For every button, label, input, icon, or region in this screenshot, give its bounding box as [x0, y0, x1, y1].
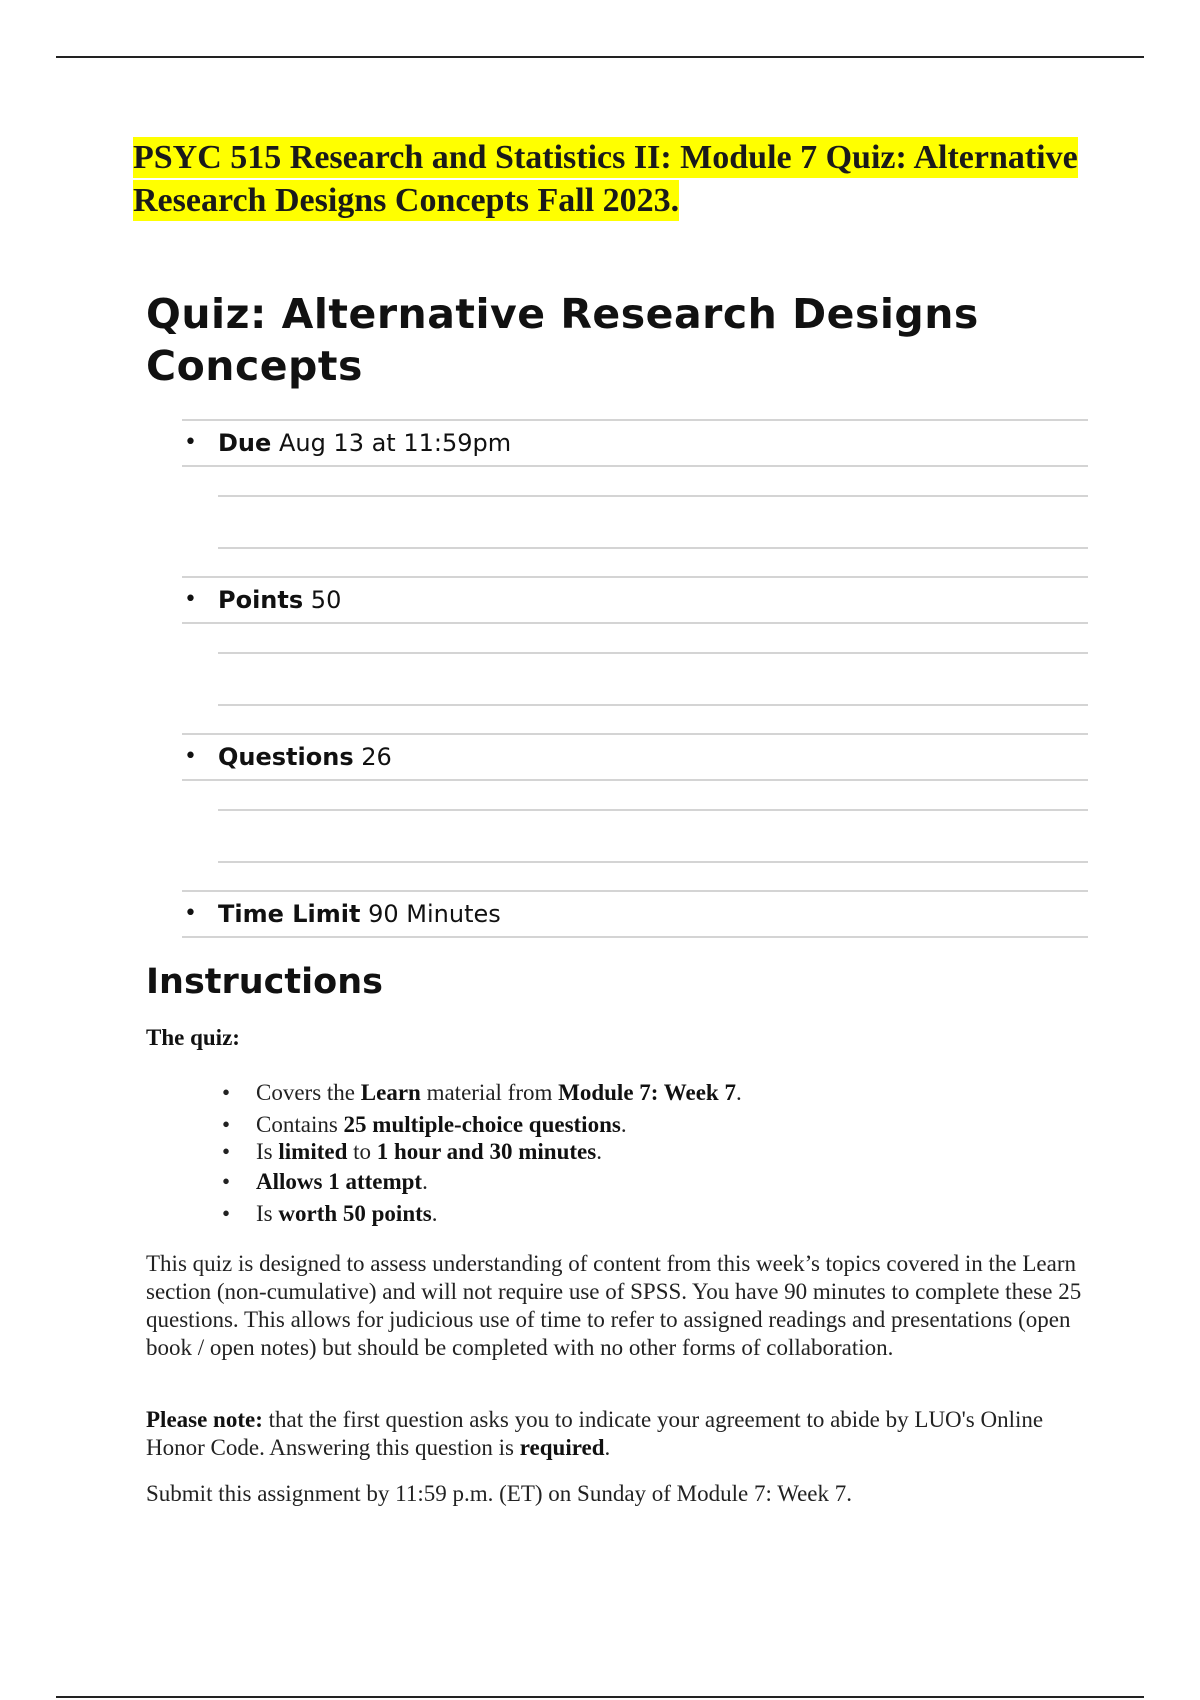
point-text: Is	[256, 1139, 279, 1164]
note-text: that the first question asks you to indicate your agreement to abide by LUO's Online Honor Code. Answering this question is	[146, 1407, 1044, 1460]
detail-row-due	[182, 419, 1088, 467]
point-emphasis: worth 50 points	[278, 1201, 432, 1226]
detail-value-due: Aug 13 at 11:59pm	[278, 429, 512, 457]
detail-spacer	[218, 467, 1088, 576]
quiz-point	[222, 1137, 1122, 1167]
submit-instructions: Submit this assignment by 11:59 p.m. (ET) on Sunday of Module 7: Week 7.	[146, 1481, 852, 1506]
point-text: Is	[256, 1201, 279, 1226]
divider	[218, 652, 1088, 654]
point-emphasis: 1 hour and 30 minutes	[376, 1139, 597, 1164]
note-text-end: .	[604, 1435, 611, 1460]
point-text: .	[596, 1139, 602, 1164]
detail-text	[218, 421, 511, 465]
detail-questions	[182, 733, 1088, 890]
detail-label-questions: Questions	[218, 743, 354, 771]
document-title	[133, 136, 1173, 222]
detail-label-points: Points	[218, 586, 304, 614]
point-emphasis: Allows 1 attempt	[256, 1169, 423, 1194]
detail-row-questions	[182, 733, 1088, 781]
detail-value-points: 50	[310, 586, 342, 614]
point-text: to	[347, 1139, 377, 1164]
quiz-details-list	[182, 419, 1088, 938]
divider	[218, 495, 1088, 497]
detail-row-points	[182, 576, 1088, 624]
detail-label-time-limit: Time Limit	[218, 900, 361, 928]
quiz-point	[222, 1110, 1122, 1140]
detail-spacer	[218, 624, 1088, 733]
note-label: Please note:	[146, 1407, 263, 1432]
detail-row-time-limit	[182, 890, 1088, 938]
divider	[218, 704, 1088, 706]
point-text: .	[735, 1080, 742, 1105]
top-rule	[56, 56, 1144, 58]
detail-due	[182, 419, 1088, 576]
note-emphasis: required	[519, 1435, 605, 1460]
point-text: Contains	[256, 1112, 344, 1137]
instructions-intro: The quiz:	[146, 1025, 240, 1050]
bullet-icon: •	[184, 587, 197, 612]
point-emphasis: Module 7: Week 7	[558, 1080, 736, 1105]
bottom-rule	[56, 1696, 1144, 1698]
quiz-point	[222, 1078, 1122, 1108]
point-emphasis: limited	[278, 1139, 348, 1164]
detail-points	[182, 576, 1088, 733]
point-text: .	[431, 1201, 438, 1226]
detail-time-limit	[182, 890, 1088, 938]
detail-text	[218, 735, 392, 779]
instructions-heading: Instructions	[146, 962, 383, 1002]
detail-label-due: Due	[218, 429, 272, 457]
detail-text	[218, 892, 501, 936]
bullet-icon: •	[184, 430, 197, 455]
point-text: .	[620, 1112, 627, 1137]
point-text: material from	[420, 1080, 559, 1105]
quiz-point	[222, 1167, 1122, 1197]
divider	[218, 809, 1088, 811]
bullet-icon: •	[184, 901, 197, 926]
quiz-points-list	[222, 1078, 1122, 1229]
quiz-title: Quiz: Alternative Research Designs Concepts	[146, 290, 979, 390]
point-emphasis: Learn	[360, 1080, 421, 1105]
detail-text	[218, 578, 341, 622]
honor-code-note	[146, 1406, 1086, 1462]
point-text: .	[422, 1169, 428, 1194]
quiz-point	[222, 1199, 1122, 1229]
divider	[218, 861, 1088, 863]
detail-value-questions: 26	[361, 743, 392, 771]
bullet-icon: •	[184, 744, 197, 769]
detail-spacer	[218, 781, 1088, 890]
point-emphasis: 25 multiple-choice questions	[343, 1112, 621, 1137]
divider	[218, 547, 1088, 549]
quiz-description: This quiz is designed to assess understanding of content from this week’s topics covered in the Learn section (non-cumulative) and will not require use of SPSS. You have 90 minutes to complete these 25 questions. This allows for judicious use of time to refer to assigned readings and presentations (open book / open notes) but should be completed with no other forms of collaboration.	[146, 1251, 1082, 1360]
point-text: Covers the	[256, 1080, 361, 1105]
document-title-highlight: PSYC 515 Research and Statistics II: Module 7 Quiz: Alternative Research Designs Concepts Fall 2023.	[133, 139, 1078, 219]
detail-value-time-limit: 90 Minutes	[368, 900, 501, 928]
